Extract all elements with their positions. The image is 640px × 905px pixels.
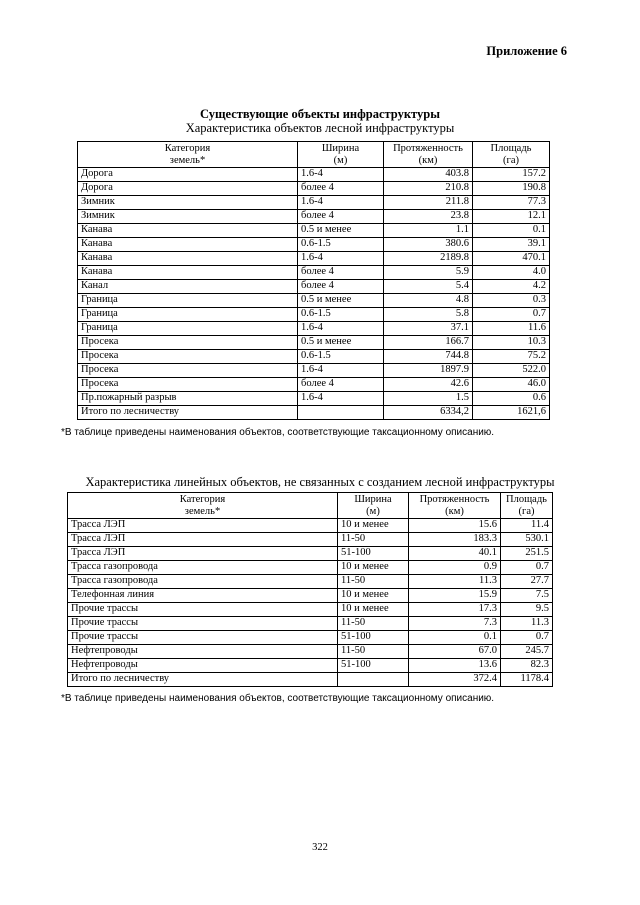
cell-area: 245.7 — [501, 645, 553, 659]
cell-width: 51-100 — [338, 659, 409, 673]
cell-width: 51-100 — [338, 631, 409, 645]
cell-length: 42.6 — [384, 378, 473, 392]
table-row — [68, 547, 553, 561]
cell-length: 5.8 — [384, 308, 473, 322]
header-width: Ширина (м) — [338, 493, 409, 519]
cell-category: Канава — [78, 224, 298, 238]
cell-area: 11.4 — [501, 519, 553, 533]
cell-length: 6334,2 — [384, 406, 473, 420]
cell-category: Канава — [78, 266, 298, 280]
table-total-row — [68, 673, 553, 687]
cell-length: 17.3 — [409, 603, 501, 617]
cell-area: 7.5 — [501, 589, 553, 603]
cell-length: 0.9 — [409, 561, 501, 575]
header-category: Категория земель* — [68, 493, 338, 519]
header-width: Ширина (м) — [298, 142, 384, 168]
cell-category: Телефонная линия — [68, 589, 338, 603]
cell-area: 0.6 — [473, 392, 550, 406]
cell-width: 11-50 — [338, 617, 409, 631]
table-header-row — [78, 142, 550, 168]
table-row — [68, 533, 553, 547]
table-row — [78, 294, 550, 308]
header-length: Протяженность (км) — [409, 493, 501, 519]
header-area: Площадь (га) — [501, 493, 553, 519]
cell-category: Прочие трассы — [68, 603, 338, 617]
table-header-row — [68, 493, 553, 519]
cell-length: 1.5 — [384, 392, 473, 406]
cell-area: 251.5 — [501, 547, 553, 561]
table-row — [78, 210, 550, 224]
table-row — [78, 238, 550, 252]
cell-width: 0.6-1.5 — [298, 238, 384, 252]
cell-width: более 4 — [298, 210, 384, 224]
cell-length: 1897.9 — [384, 364, 473, 378]
cell-area: 11.6 — [473, 322, 550, 336]
cell-length: 11.3 — [409, 575, 501, 589]
cell-length: 67.0 — [409, 645, 501, 659]
appendix-label: Приложение 6 — [486, 44, 567, 58]
cell-area: 0.3 — [473, 294, 550, 308]
cell-area: 10.3 — [473, 336, 550, 350]
cell-width: 10 и менее — [338, 603, 409, 617]
cell-width: более 4 — [298, 182, 384, 196]
cell-length: 4.8 — [384, 294, 473, 308]
cell-width: 0.6-1.5 — [298, 308, 384, 322]
cell-category: Нефтепроводы — [68, 659, 338, 673]
cell-area: 9.5 — [501, 603, 553, 617]
cell-length: 211.8 — [384, 196, 473, 210]
table-row — [68, 519, 553, 533]
table-row — [78, 182, 550, 196]
cell-width: 0.5 и менее — [298, 336, 384, 350]
cell-category: Итого по лесничеству — [68, 673, 338, 687]
cell-width — [298, 406, 384, 420]
cell-area: 27.7 — [501, 575, 553, 589]
cell-width: 51-100 — [338, 547, 409, 561]
cell-category: Граница — [78, 294, 298, 308]
table-row — [78, 280, 550, 294]
cell-category: Трасса ЛЭП — [68, 533, 338, 547]
cell-width: 10 и менее — [338, 589, 409, 603]
cell-category: Просека — [78, 364, 298, 378]
table-row — [78, 350, 550, 364]
cell-category: Канава — [78, 252, 298, 266]
cell-length: 37.1 — [384, 322, 473, 336]
cell-area: 0.7 — [501, 561, 553, 575]
cell-length: 40.1 — [409, 547, 501, 561]
cell-area: 75.2 — [473, 350, 550, 364]
table-row — [68, 631, 553, 645]
cell-width: 1.6-4 — [298, 322, 384, 336]
table-row — [78, 252, 550, 266]
cell-category: Зимник — [78, 210, 298, 224]
table1-footnote: *В таблице приведены наименования объектов, соответствующие таксационному описанию. — [61, 427, 495, 438]
cell-area: 0.7 — [473, 308, 550, 322]
cell-length: 403.8 — [384, 168, 473, 182]
cell-category: Канава — [78, 238, 298, 252]
cell-area: 530.1 — [501, 533, 553, 547]
table-row — [68, 575, 553, 589]
cell-length: 183.3 — [409, 533, 501, 547]
cell-category: Трасса ЛЭП — [68, 519, 338, 533]
table-row — [78, 196, 550, 210]
cell-width: 11-50 — [338, 575, 409, 589]
table-row — [78, 336, 550, 350]
cell-area: 1178.4 — [501, 673, 553, 687]
cell-length: 210.8 — [384, 182, 473, 196]
table-row — [68, 561, 553, 575]
cell-category: Трасса газопровода — [68, 561, 338, 575]
cell-length: 744.8 — [384, 350, 473, 364]
cell-area: 4.2 — [473, 280, 550, 294]
cell-length: 5.9 — [384, 266, 473, 280]
cell-category: Канал — [78, 280, 298, 294]
header-area: Площадь (га) — [473, 142, 550, 168]
cell-width: 1.6-4 — [298, 364, 384, 378]
cell-category: Трасса газопровода — [68, 575, 338, 589]
cell-width: 11-50 — [338, 533, 409, 547]
table-row — [78, 392, 550, 406]
page-number: 322 — [312, 842, 328, 853]
cell-width: 1.6-4 — [298, 196, 384, 210]
cell-category: Граница — [78, 308, 298, 322]
cell-area: 0.7 — [501, 631, 553, 645]
cell-category: Дорога — [78, 168, 298, 182]
cell-width: 0.5 и менее — [298, 294, 384, 308]
table-row — [68, 645, 553, 659]
cell-category: Просека — [78, 336, 298, 350]
table1-caption: Характеристика объектов лесной инфраструктуры — [185, 121, 455, 135]
cell-category: Граница — [78, 322, 298, 336]
table-row — [78, 224, 550, 238]
cell-length: 166.7 — [384, 336, 473, 350]
cell-area: 11.3 — [501, 617, 553, 631]
table-row — [68, 589, 553, 603]
cell-area: 46.0 — [473, 378, 550, 392]
cell-length: 15.9 — [409, 589, 501, 603]
table2-footnote: *В таблице приведены наименования объектов, соответствующие таксационному описанию. — [61, 693, 495, 704]
cell-area: 157.2 — [473, 168, 550, 182]
cell-width: 1.6-4 — [298, 392, 384, 406]
cell-length: 380.6 — [384, 238, 473, 252]
cell-width: 0.5 и менее — [298, 224, 384, 238]
cell-length: 0.1 — [409, 631, 501, 645]
cell-area: 0.1 — [473, 224, 550, 238]
cell-length: 372.4 — [409, 673, 501, 687]
cell-category: Нефтепроводы — [68, 645, 338, 659]
cell-category: Трасса ЛЭП — [68, 547, 338, 561]
table-row — [78, 168, 550, 182]
table-row — [68, 659, 553, 673]
table-row — [78, 364, 550, 378]
infrastructure-table — [77, 141, 550, 420]
cell-category: Дорога — [78, 182, 298, 196]
table-row — [78, 308, 550, 322]
cell-area: 77.3 — [473, 196, 550, 210]
table-row — [78, 266, 550, 280]
cell-area: 190.8 — [473, 182, 550, 196]
cell-width: 1.6-4 — [298, 168, 384, 182]
table-row — [78, 322, 550, 336]
cell-length: 2189.8 — [384, 252, 473, 266]
cell-area: 4.0 — [473, 266, 550, 280]
table-total-row — [78, 406, 550, 420]
linear-objects-table — [67, 492, 553, 687]
cell-width: более 4 — [298, 280, 384, 294]
cell-area: 522.0 — [473, 364, 550, 378]
cell-length: 15.6 — [409, 519, 501, 533]
cell-category: Просека — [78, 350, 298, 364]
table-row — [68, 603, 553, 617]
table-row — [68, 617, 553, 631]
cell-length: 13.6 — [409, 659, 501, 673]
cell-width — [338, 673, 409, 687]
cell-category: Зимник — [78, 196, 298, 210]
cell-category: Прочие трассы — [68, 617, 338, 631]
cell-length: 5.4 — [384, 280, 473, 294]
table-row — [78, 378, 550, 392]
cell-category: Пр.пожарный разрыв — [78, 392, 298, 406]
cell-width: 0.6-1.5 — [298, 350, 384, 364]
cell-area: 1621,6 — [473, 406, 550, 420]
table2-caption: Характеристика линейных объектов, не связанных с созданием лесной инфраструктуры — [85, 475, 555, 489]
cell-area: 470.1 — [473, 252, 550, 266]
cell-area: 82.3 — [501, 659, 553, 673]
cell-width: более 4 — [298, 266, 384, 280]
cell-area: 12.1 — [473, 210, 550, 224]
cell-category: Прочие трассы — [68, 631, 338, 645]
cell-length: 7.3 — [409, 617, 501, 631]
cell-area: 39.1 — [473, 238, 550, 252]
header-length: Протяженность (км) — [384, 142, 473, 168]
section-title: Существующие объекты инфраструктуры — [200, 107, 440, 121]
cell-width: 1.6-4 — [298, 252, 384, 266]
cell-length: 1.1 — [384, 224, 473, 238]
cell-category: Итого по лесничеству — [78, 406, 298, 420]
cell-category: Просека — [78, 378, 298, 392]
cell-width: 11-50 — [338, 645, 409, 659]
cell-width: 10 и менее — [338, 561, 409, 575]
header-category: Категория земель* — [78, 142, 298, 168]
cell-width: 10 и менее — [338, 519, 409, 533]
cell-width: более 4 — [298, 378, 384, 392]
cell-length: 23.8 — [384, 210, 473, 224]
